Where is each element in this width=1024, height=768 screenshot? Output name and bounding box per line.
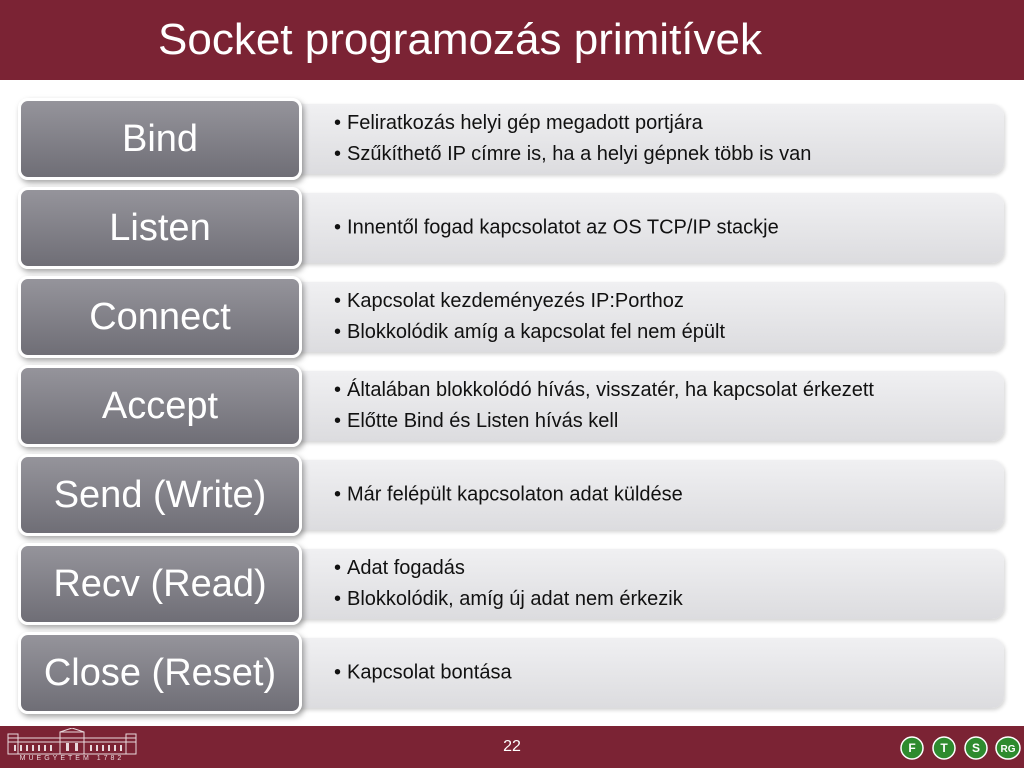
bullet-icon: • [334, 588, 342, 610]
logo-letter-s: S [971, 741, 981, 755]
bullet-icon: • [334, 216, 342, 239]
bullet-item: • Már felépült kapcsolaton adat küldése [334, 483, 683, 506]
bullet-item: • Innentől fogad kapcsolatot az OS TCP/IP stackje [334, 216, 779, 239]
row-accept [18, 365, 1008, 449]
key-box [18, 187, 302, 269]
key-label: Send (Write) [53, 473, 267, 516]
ftsrg-logo-icon [900, 736, 1022, 760]
description-box [288, 460, 1004, 530]
bullet-icon: • [334, 557, 342, 579]
bullet-item: • Kapcsolat kezdeményezés IP:Porthoz [334, 290, 684, 312]
bullet-item: • Blokkolódik amíg a kapcsolat fel nem épült [334, 321, 725, 343]
key-box [18, 98, 302, 180]
bullet-icon: • [334, 661, 342, 684]
logo-letter-f: F [908, 741, 916, 755]
bullet-list [334, 286, 725, 348]
bullet-item: • Adat fogadás [334, 557, 465, 579]
bullet-item: • Blokkolódik, amíg új adat nem érkezik [334, 588, 683, 610]
bullet-item: • Előtte Bind és Listen hívás kell [334, 410, 619, 432]
bullet-icon: • [334, 379, 342, 401]
bullet-icon: • [334, 143, 342, 165]
key-label: Bind [121, 117, 199, 160]
row-connect [18, 276, 1008, 360]
key-label: Accept [101, 384, 219, 427]
slide-header [0, 0, 1024, 80]
bullet-list [334, 553, 683, 615]
bullet-icon: • [334, 112, 342, 134]
logo-letter-rg: RG [1000, 744, 1016, 755]
key-label: Connect [89, 295, 231, 338]
slide-footer [0, 726, 1024, 768]
row-bind [18, 98, 1008, 182]
row-send [18, 454, 1008, 538]
bullet-list [334, 213, 779, 244]
key-label: Close (Reset) [43, 651, 277, 694]
university-text: MŰEGYETEM 1782 [19, 755, 125, 762]
bullet-list [334, 658, 512, 689]
key-label: Recv (Read) [53, 562, 267, 605]
description-box [288, 549, 1004, 619]
bullet-icon: • [334, 321, 342, 343]
key-box [18, 632, 302, 714]
description-box [288, 282, 1004, 352]
bullet-list [334, 108, 811, 170]
bullet-item: • Általában blokkolódó hívás, visszatér, ha kapcsolat érkezett [334, 379, 874, 401]
slide-title: Socket programozás primitívek [158, 15, 762, 64]
bullet-icon: • [334, 483, 342, 506]
bullet-item: • Feliratkozás helyi gép megadott portjára [334, 112, 703, 134]
row-listen [18, 187, 1008, 271]
bullet-item: • Kapcsolat bontása [334, 661, 512, 684]
description-box [288, 104, 1004, 174]
description-box [288, 371, 1004, 441]
page-number: 22 [503, 738, 521, 755]
bullet-list [334, 375, 874, 437]
bullet-item: • Szűkíthető IP címre is, ha a helyi gépnek több is van [334, 143, 812, 165]
row-close [18, 632, 1008, 716]
key-box [18, 454, 302, 536]
row-recv [18, 543, 1008, 627]
key-label: Listen [109, 206, 211, 249]
bullet-icon: • [334, 410, 342, 432]
description-box [288, 638, 1004, 708]
logo-letter-t: T [940, 741, 948, 755]
key-box [18, 365, 302, 447]
key-box [18, 276, 302, 358]
bullet-list [334, 480, 683, 511]
key-box [18, 543, 302, 625]
bullet-icon: • [334, 290, 342, 312]
description-box [288, 193, 1004, 263]
